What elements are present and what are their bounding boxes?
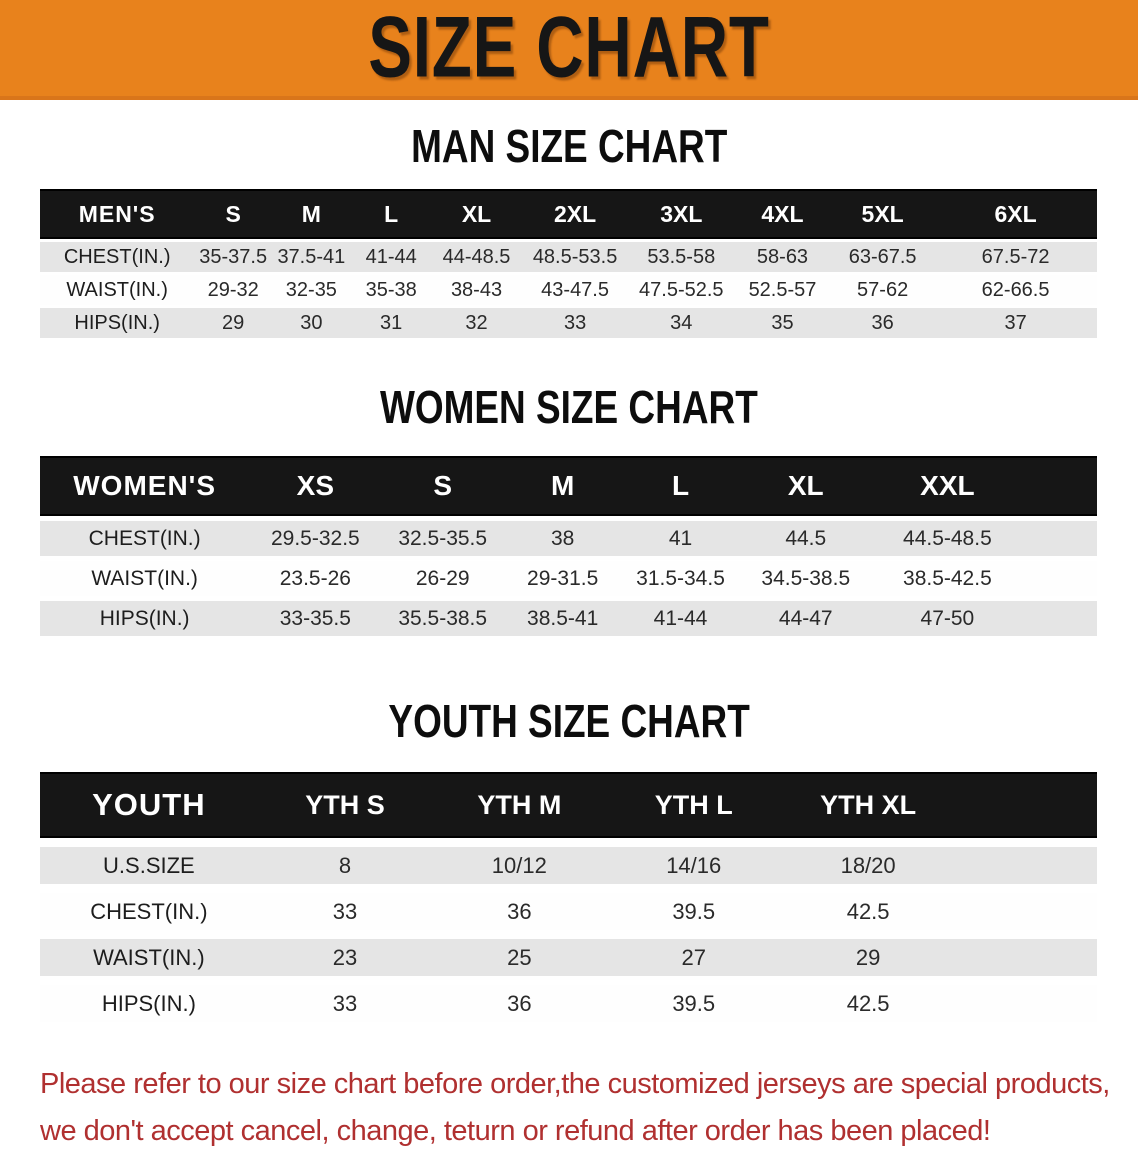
women-section-title-text: WOMEN SIZE CHART [380, 381, 758, 434]
women-size-table [40, 451, 1097, 641]
size-value: 34 [629, 308, 734, 338]
men-col-header-s: S [194, 189, 272, 239]
row-label: CHEST(IN.) [40, 893, 258, 930]
row-spacer [1023, 521, 1097, 556]
size-value: 32.5-35.5 [381, 521, 504, 556]
size-value: 33 [258, 893, 432, 930]
men-col-header-4xl: 4XL [734, 189, 831, 239]
size-value: 44-47 [740, 601, 872, 636]
size-value: 32 [432, 308, 522, 338]
women-hips-row [40, 601, 1097, 636]
row-spacer [955, 985, 1097, 1022]
row-label: U.S.SIZE [40, 847, 258, 884]
men-col-header-3xl: 3XL [629, 189, 734, 239]
row-label: CHEST(IN.) [40, 521, 249, 556]
row-label: WAIST(IN.) [40, 275, 194, 305]
size-value: 58-63 [734, 242, 831, 272]
size-value: 37.5-41 [272, 242, 351, 272]
size-value: 36 [432, 893, 606, 930]
women-col-header-s: S [381, 456, 504, 516]
size-value: 34.5-38.5 [740, 561, 872, 596]
women-chest-row [40, 521, 1097, 556]
size-value: 33 [521, 308, 628, 338]
size-value: 25 [432, 939, 606, 976]
youth-chest-row [40, 893, 1097, 930]
size-value: 43-47.5 [521, 275, 628, 305]
women-col-header-xl: XL [740, 456, 872, 516]
size-value: 29 [194, 308, 272, 338]
women-col-header-xxl: XXL [872, 456, 1023, 516]
size-value: 32-35 [272, 275, 351, 305]
size-value: 39.5 [607, 893, 781, 930]
row-spacer [1023, 561, 1097, 596]
man-section-title [0, 120, 1138, 173]
men-group-label: MEN'S [40, 189, 194, 239]
header-spacer [1023, 456, 1097, 516]
youth-waist-row [40, 939, 1097, 976]
size-value: 36 [831, 308, 934, 338]
size-value: 44-48.5 [432, 242, 522, 272]
youth-ussize-row [40, 847, 1097, 884]
size-value: 33 [258, 985, 432, 1022]
size-value: 30 [272, 308, 351, 338]
row-label: HIPS(IN.) [40, 601, 249, 636]
size-value: 35-38 [351, 275, 432, 305]
youth-col-header-m: YTH M [432, 772, 606, 838]
youth-group-label: YOUTH [40, 772, 258, 838]
size-value: 41 [621, 521, 739, 556]
disclaimer-line-2: we don't accept cancel, change, teturn or refund after order has been placed! [40, 1115, 991, 1147]
women-section-title [0, 381, 1138, 434]
size-value: 26-29 [381, 561, 504, 596]
row-label: WAIST(IN.) [40, 939, 258, 976]
size-value: 38-43 [432, 275, 522, 305]
size-value: 31.5-34.5 [621, 561, 739, 596]
men-col-header-2xl: 2XL [521, 189, 628, 239]
size-value: 41-44 [621, 601, 739, 636]
size-value: 14/16 [607, 847, 781, 884]
size-value: 57-62 [831, 275, 934, 305]
size-value: 27 [607, 939, 781, 976]
men-col-header-xl: XL [432, 189, 522, 239]
women-col-header-xs: XS [249, 456, 381, 516]
size-value: 63-67.5 [831, 242, 934, 272]
men-col-header-5xl: 5XL [831, 189, 934, 239]
row-spacer [955, 893, 1097, 930]
size-value: 44.5 [740, 521, 872, 556]
size-value: 44.5-48.5 [872, 521, 1023, 556]
size-value: 10/12 [432, 847, 606, 884]
size-value: 42.5 [781, 985, 955, 1022]
size-value: 29 [781, 939, 955, 976]
youth-size-table [40, 763, 1097, 1031]
size-value: 39.5 [607, 985, 781, 1022]
banner-title: SIZE CHART [368, 0, 770, 96]
women-group-label: WOMEN'S [40, 456, 249, 516]
row-spacer [1023, 601, 1097, 636]
size-value: 67.5-72 [934, 242, 1097, 272]
row-label: HIPS(IN.) [40, 308, 194, 338]
size-value: 35-37.5 [194, 242, 272, 272]
header-spacer [955, 772, 1097, 838]
men-hips-row [40, 308, 1097, 338]
disclaimer-text [40, 1061, 1138, 1155]
size-value: 37 [934, 308, 1097, 338]
men-col-header-6xl: 6XL [934, 189, 1097, 239]
size-value: 31 [351, 308, 432, 338]
row-spacer [955, 847, 1097, 884]
youth-section-title [0, 695, 1138, 748]
size-chart-banner [0, 0, 1138, 100]
size-value: 42.5 [781, 893, 955, 930]
size-value: 35.5-38.5 [381, 601, 504, 636]
row-label: WAIST(IN.) [40, 561, 249, 596]
size-value: 38.5-42.5 [872, 561, 1023, 596]
size-value: 33-35.5 [249, 601, 381, 636]
size-value: 35 [734, 308, 831, 338]
row-label: HIPS(IN.) [40, 985, 258, 1022]
women-header-row [40, 456, 1097, 516]
size-value: 8 [258, 847, 432, 884]
size-value: 41-44 [351, 242, 432, 272]
size-value: 38.5-41 [504, 601, 621, 636]
women-waist-row [40, 561, 1097, 596]
man-section-title-text: MAN SIZE CHART [410, 120, 728, 173]
women-col-header-m: M [504, 456, 621, 516]
men-col-header-m: M [272, 189, 351, 239]
youth-hips-row [40, 985, 1097, 1022]
men-chest-row [40, 242, 1097, 272]
size-value: 47-50 [872, 601, 1023, 636]
women-col-header-l: L [621, 456, 739, 516]
size-value: 47.5-52.5 [629, 275, 734, 305]
youth-header-row [40, 772, 1097, 838]
size-value: 18/20 [781, 847, 955, 884]
size-value: 53.5-58 [629, 242, 734, 272]
size-value: 29-31.5 [504, 561, 621, 596]
size-value: 29.5-32.5 [249, 521, 381, 556]
row-label: CHEST(IN.) [40, 242, 194, 272]
size-value: 29-32 [194, 275, 272, 305]
size-value: 38 [504, 521, 621, 556]
size-value: 23 [258, 939, 432, 976]
size-value: 52.5-57 [734, 275, 831, 305]
size-value: 36 [432, 985, 606, 1022]
size-value: 62-66.5 [934, 275, 1097, 305]
size-value: 23.5-26 [249, 561, 381, 596]
men-col-header-l: L [351, 189, 432, 239]
size-value: 48.5-53.5 [521, 242, 628, 272]
men-size-table [40, 186, 1097, 341]
youth-section-title-text: YOUTH SIZE CHART [388, 695, 750, 748]
men-waist-row [40, 275, 1097, 305]
youth-col-header-xl: YTH XL [781, 772, 955, 838]
men-header-row [40, 189, 1097, 239]
disclaimer-line-1: Please refer to our size chart before order,the customized jerseys are special products, [40, 1068, 1110, 1100]
youth-col-header-l: YTH L [607, 772, 781, 838]
row-spacer [955, 939, 1097, 976]
youth-col-header-s: YTH S [258, 772, 432, 838]
